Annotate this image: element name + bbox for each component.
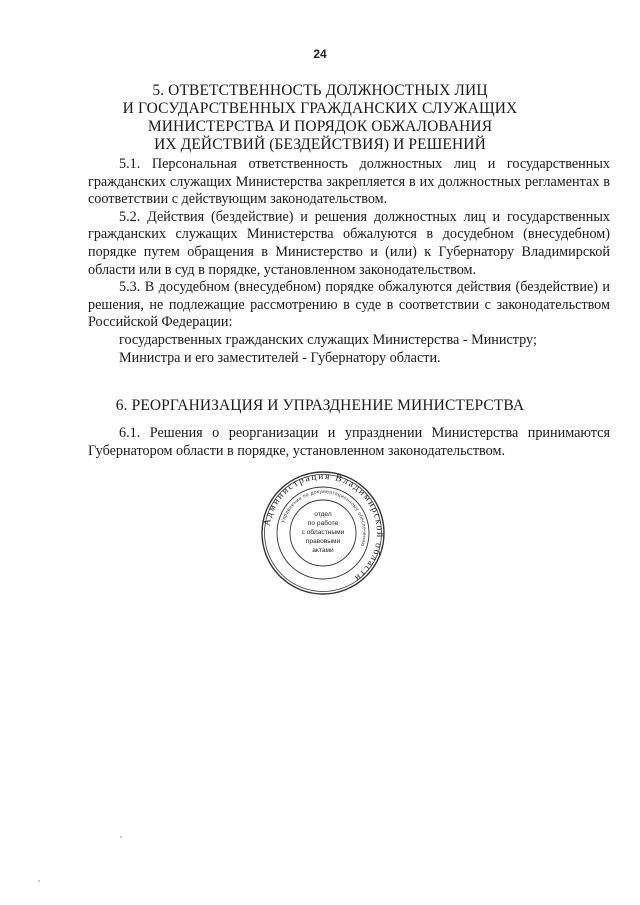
- paragraph-5-3: 5.3. В досудебном (внесудебном) порядке обжалуются действия (бездействие) и решения, не подлежащие рассмотрению в суде в соответствии с законодательством Российской Федерации:: [88, 279, 610, 331]
- seal-center-line: правовыми: [305, 538, 341, 545]
- official-seal-stamp: [257, 470, 389, 596]
- list-item-minister: Министра и его заместителей - Губернатору области.: [119, 349, 441, 366]
- paragraph-6-1: 6.1. Решения о реорганизации и упразднении Министерства принимаются Губернатором области в порядке, установленном законодательством.: [88, 425, 610, 459]
- seal-center-line: отдел: [314, 511, 332, 518]
- seal-graphic: [257, 470, 389, 596]
- paragraph-5-2: 5.2. Действия (бездействие) и решения должностных лиц и государственных гражданских служащих Министерства обжалуются в досудебном (внесудебном) порядке путем обращения в Министерство и (или) к Губернатору Владимирской области или в суд в порядке, установленном законодательством.: [88, 208, 610, 278]
- seal-inner-text: Управление по документационному обеспечению: [280, 488, 368, 548]
- scan-speck: [38, 880, 40, 882]
- scan-speck: [120, 836, 122, 838]
- section-5-body: [88, 156, 610, 367]
- paragraph-5-1: 5.1. Персональная ответственность должностных лиц и государственных гражданских служащих Министерства закрепляется в их должностных регламентах в соответствии с действующим законодательством.: [88, 156, 610, 208]
- section-5-heading: [0, 82, 640, 154]
- section-5-heading-line: И ГОСУДАРСТВЕННЫХ ГРАЖДАНСКИХ СЛУЖАЩИХ: [122, 100, 518, 117]
- section-6-body: [88, 425, 610, 460]
- section-5-heading-line: ИХ ДЕЙСТВИЙ (БЕЗДЕЙСТВИЯ) И РЕШЕНИЙ: [154, 136, 486, 153]
- section-5-heading-line: МИНИСТЕРСТВА И ПОРЯДОК ОБЖАЛОВАНИЯ: [147, 118, 493, 135]
- seal-outer-text: Администрация Владимирской области: [262, 471, 385, 584]
- page-number: 24: [313, 47, 327, 61]
- section-6-heading: 6. РЕОРГАНИЗАЦИЯ И УПРАЗДНЕНИЕ МИНИСТЕРСТВА: [115, 397, 525, 414]
- seal-center-line: по работе: [307, 520, 339, 527]
- section-5-heading-line: 5. ОТВЕТСТВЕННОСТЬ ДОЛЖНОСТНЫХ ЛИЦ: [152, 82, 488, 99]
- seal-center-line: с областными: [301, 529, 345, 536]
- seal-center-line: актами: [312, 547, 334, 554]
- list-item-servants: государственных гражданских служащих Министерства - Министру;: [119, 331, 537, 348]
